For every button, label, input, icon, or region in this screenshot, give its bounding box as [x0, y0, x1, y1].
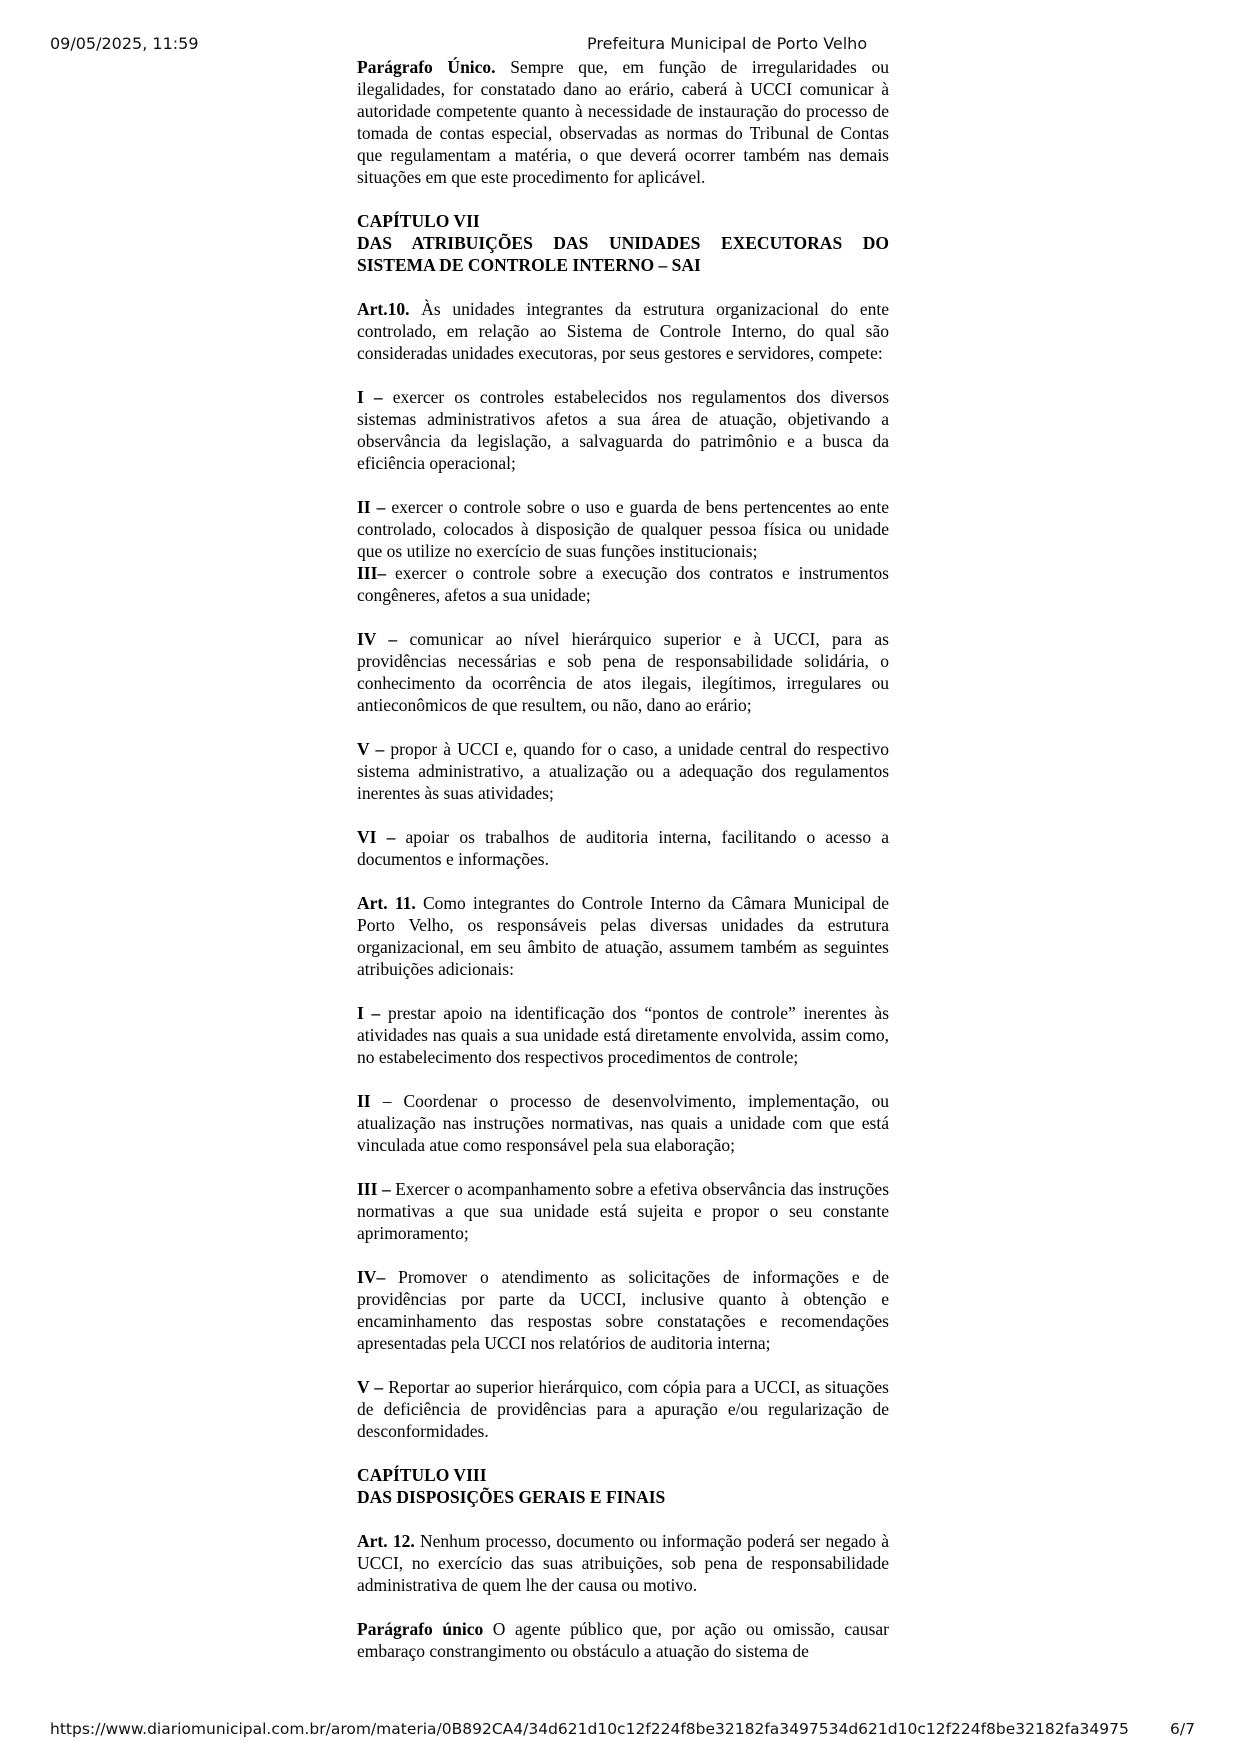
paragraph-text: Sempre que, em função de irregularidades ou ilegalidades, for constatado dano ao erário, caberá à UCCI comunicar à autoridade competente quanto à necessidade de instauração do processo de tomada de contas especial, observadas as normas do Tribunal de Contas que regulamentam a matéria, o que deverá ocorrer também nas demais situações em que este procedimento for aplicável.	[357, 57, 889, 187]
item-lead: VI –	[357, 827, 396, 847]
chapter-8-heading	[357, 1464, 889, 1508]
print-url: https://www.diariomunicipal.com.br/arom/materia/0B892CA4/34d621d10c12f224f8be32182fa3497534d621d10c12f224f8be32182fa34975	[50, 1720, 1129, 1738]
item-lead: I –	[357, 387, 383, 407]
item-lead: V –	[357, 739, 385, 759]
item-text: exercer o controle sobre o uso e guarda de bens pertencentes ao ente controlado, colocados à disposição de qualquer pessoa física ou unidade que os utilize no exercício de suas funções institucionais;	[357, 497, 889, 561]
art11-item-i	[357, 1002, 889, 1068]
paragraph-lead: Parágrafo Único.	[357, 57, 496, 77]
chapter-number: CAPÍTULO VIII	[357, 1465, 487, 1485]
print-page-title: Prefeitura Municipal de Porto Velho	[587, 34, 868, 53]
art10-item-ii	[357, 496, 889, 562]
item-text: propor à UCCI e, quando for o caso, a unidade central do respectivo sistema administrativo, a atualização ou a adequação dos regulamentos inerentes às suas atividades;	[357, 739, 889, 803]
item-text: exercer os controles estabelecidos nos regulamentos dos diversos sistemas administrativos afetos a sua área de atuação, objetivando a observância da legislação, a salvaguarda do patrimônio e a busca da eficiência operacional;	[357, 387, 890, 473]
article-lead: Art. 11.	[357, 893, 416, 913]
page-number: 6/7	[1170, 1720, 1195, 1738]
item-lead: II	[357, 1091, 371, 1111]
article-lead: Art.10.	[357, 299, 410, 319]
art10-item-i	[357, 386, 889, 474]
item-lead: V –	[357, 1377, 384, 1397]
item-text: Promover o atendimento as solicitações de informações e de providências por parte da UCCI, inclusive quanto à obtenção e encaminhamento das respostas sobre constatações e recomendações apresentadas pela UCCI nos relatórios de auditoria interna;	[357, 1267, 889, 1353]
item-text: apoiar os trabalhos de auditoria interna, facilitando o acesso a documentos e informações.	[357, 827, 889, 869]
chapter-title: DAS ATRIBUIÇÕES DAS UNIDADES EXECUTORAS DO SISTEMA DE CONTROLE INTERNO – SAI	[357, 233, 889, 275]
art11-item-iv	[357, 1266, 889, 1354]
art10-item-v	[357, 738, 889, 804]
item-text: – Coordenar o processo de desenvolvimento, implementação, ou atualização nas instruções normativas, nas quais a unidade com que está vinculada atue como responsável pela sua elaboração;	[357, 1091, 889, 1155]
art10-item-iv	[357, 628, 889, 716]
item-text: comunicar ao nível hierárquico superior e à UCCI, para as providências necessárias e sob pena de responsabilidade solidária, o conhecimento da ocorrência de atos ilegais, ilegítimos, irregulares ou antieconômicos de que resultem, ou não, dano ao erário;	[357, 629, 889, 715]
article-text: Como integrantes do Controle Interno da Câmara Municipal de Porto Velho, os responsáveis pelas diversas unidades da estrutura organizacional, em seu âmbito de atuação, assumem também as seguintes atribuições adicionais:	[357, 893, 889, 979]
article-lead: Art. 12.	[357, 1531, 415, 1551]
print-datetime: 09/05/2025, 11:59	[50, 34, 199, 53]
paragrafo-unico-1	[357, 56, 889, 188]
item-lead: III–	[357, 563, 387, 583]
chapter-number: CAPÍTULO VII	[357, 211, 480, 231]
item-lead: IV–	[357, 1267, 386, 1287]
article-12	[357, 1530, 889, 1596]
article-11	[357, 892, 889, 980]
item-text: Reportar ao superior hierárquico, com cópia para a UCCI, as situações de deficiência de providências para a apuração e/ou regularização de desconformidades.	[357, 1377, 889, 1441]
item-lead: IV –	[357, 629, 398, 649]
item-lead: III –	[357, 1179, 391, 1199]
item-text: prestar apoio na identificação dos “pontos de controle” inerentes às atividades nas quais a sua unidade está diretamente envolvida, assim como, no estabelecimento dos respectivos procedimentos de controle;	[357, 1003, 890, 1067]
paragrafo-unico-2	[357, 1618, 889, 1662]
document-body	[357, 56, 889, 1662]
article-10	[357, 298, 889, 364]
item-text: Exercer o acompanhamento sobre a efetiva observância das instruções normativas a que sua unidade está sujeita e propor o seu constante aprimoramento;	[357, 1179, 890, 1243]
item-lead: II –	[357, 497, 386, 517]
paragraph-text: O agente público que, por ação ou omissão, causar embaraço constrangimento ou obstáculo a atuação do sistema de	[357, 1619, 889, 1661]
art11-item-iii	[357, 1178, 889, 1244]
chapter-7-heading	[357, 210, 889, 276]
article-text: Nenhum processo, documento ou informação poderá ser negado à UCCI, no exercício das suas atribuições, sob pena de responsabilidade administrativa de quem lhe der causa ou motivo.	[357, 1531, 890, 1595]
article-text: Às unidades integrantes da estrutura organizacional do ente controlado, em relação ao Sistema de Controle Interno, do qual são consideradas unidades executoras, por seus gestores e servidores, compete:	[357, 299, 889, 363]
art11-item-ii	[357, 1090, 889, 1156]
art10-item-vi	[357, 826, 889, 870]
paragraph-lead: Parágrafo único	[357, 1619, 484, 1639]
item-lead: I –	[357, 1003, 381, 1023]
chapter-title: DAS DISPOSIÇÕES GERAIS E FINAIS	[357, 1487, 666, 1507]
art11-item-v	[357, 1376, 889, 1442]
item-text: exercer o controle sobre a execução dos contratos e instrumentos congêneres, afetos a sua unidade;	[357, 563, 889, 605]
art10-item-iii	[357, 562, 889, 606]
